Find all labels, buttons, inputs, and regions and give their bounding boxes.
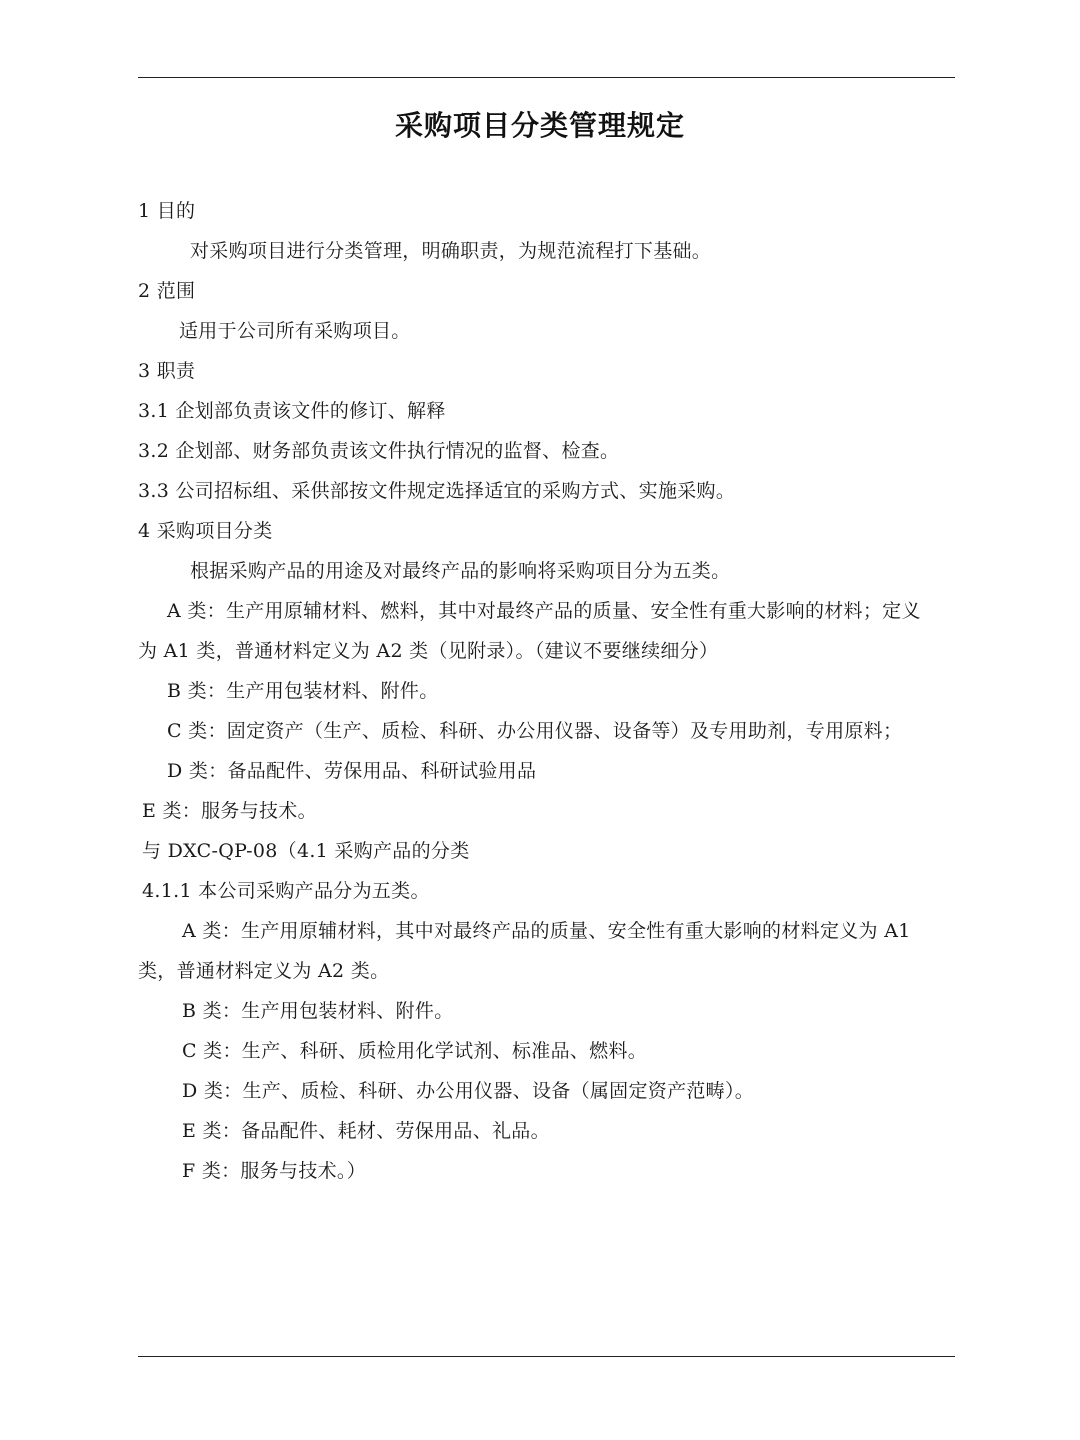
ref-category-d: D 类：生产、质检、科研、办公用仪器、设备（属固定资产范畴）。 [182, 1080, 755, 1102]
category-a-line-2: 为 A1 类，普通材料定义为 A2 类（见附录）。（建议不要继续细分） [138, 640, 719, 662]
document-title: 采购项目分类管理规定 [394, 109, 685, 142]
ref-category-f: F 类：服务与技术。） [182, 1160, 367, 1182]
category-d: D 类：备品配件、劳保用品、科研试验用品 [167, 760, 537, 782]
reference-note: 与 DXC-QP-08（4.1 采购产品的分类 [142, 840, 470, 862]
ref-category-c: C 类：生产、科研、质检用化学试剂、标准品、燃料。 [182, 1040, 648, 1062]
clause-3-3: 3.3 公司招标组、采供部按文件规定选择适宜的采购方式、实施采购。 [138, 480, 736, 502]
section-4-heading: 4 采购项目分类 [138, 520, 273, 542]
bottom-rule [138, 1356, 955, 1357]
section-2-heading: 2 范围 [138, 280, 196, 302]
category-a-line-1: A 类：生产用原辅材料、燃料，其中对最终产品的质量、安全性有重大影响的材料；定义 [167, 600, 921, 622]
category-c: C 类：固定资产（生产、质检、科研、办公用仪器、设备等）及专用助剂，专用原料； [167, 720, 903, 742]
clause-3-1: 3.1 企划部负责该文件的修订、解释 [138, 400, 446, 422]
top-rule [138, 77, 955, 78]
ref-category-a-line-1: A 类：生产用原辅材料，其中对最终产品的质量、安全性有重大影响的材料定义为 A1 [182, 920, 911, 942]
category-e: E 类：服务与技术。 [142, 800, 317, 822]
clause-3-2: 3.2 企划部、财务部负责该文件执行情况的监督、检查。 [138, 440, 620, 462]
section-3-heading: 3 职责 [138, 360, 196, 382]
category-b: B 类：生产用包装材料、附件。 [167, 680, 439, 702]
section-4-intro: 根据采购产品的用途及对最终产品的影响将采购项目分为五类。 [190, 560, 731, 582]
section-1-body: 对采购项目进行分类管理，明确职责，为规范流程打下基础。 [190, 240, 712, 262]
ref-category-e: E 类：备品配件、耗材、劳保用品、礼品。 [182, 1120, 550, 1142]
section-1-heading: 1 目的 [138, 200, 196, 222]
section-2-body: 适用于公司所有采购项目。 [179, 320, 411, 342]
ref-category-b: B 类：生产用包装材料、附件。 [182, 1000, 454, 1022]
clause-4-1-1: 4.1.1 本公司采购产品分为五类。 [142, 880, 430, 902]
ref-category-a-line-2: 类，普通材料定义为 A2 类。 [138, 960, 390, 982]
